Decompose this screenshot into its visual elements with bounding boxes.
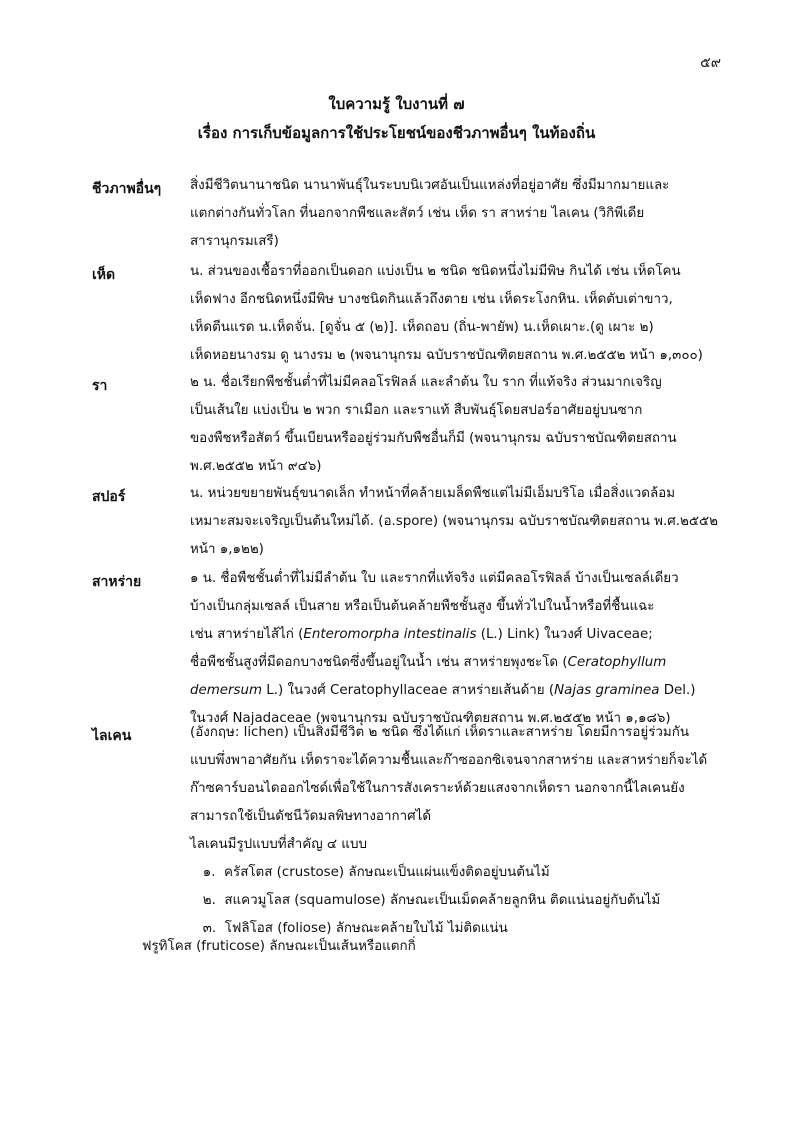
scientific-name: demersum <box>190 683 263 698</box>
definition-line: เหมาะสมจะเจริญเป็นต้นใหม่ได้. (อ.spore) (พจนานุกรม ฉบับราชบัณฑิตยสถาน พ.ศ.๒๕๕๒ <box>190 514 718 529</box>
definition-line: เป็นเส้นใย แบ่งเป็น ๒ พวก ราเมือก และราแท้ สืบพันธุ์โดยสปอร์อาศัยอยู่บนซาก <box>190 403 643 418</box>
entry-term: ไลเคน <box>92 728 132 744</box>
definition-line: ก๊าซคาร์บอนไดออกไซด์เพื่อใช้ในการสังเคราะห์ด้วยแสงจากเห็ดรา นอกจากนี้ไลเคนยัง <box>190 781 685 796</box>
entry-term: สาหร่าย <box>92 574 142 590</box>
definition-line: demersum L.) ในวงศ์ Ceratophyllaceae สาหร่ายเส้นด้าย (Najas graminea Del.) <box>190 683 696 698</box>
page-number: ๕๙ <box>700 55 721 71</box>
definition-line: เห็ดตีนแรด น.เห็ดจั่น. [ดูจั่น ๕ (๒)]. เห็ดถอบ (ถิ่น-พายัพ) น.เห็ดเผาะ.(ดู เผาะ ๒) <box>190 320 654 335</box>
scientific-name: Enteromorpha intestinalis <box>303 627 477 642</box>
page-subtitle: เรื่อง การเก็บข้อมูลการใช้ประโยชน์ของชีวภาพอื่นๆ ในท้องถิ่น <box>197 124 596 142</box>
list-item: ๓. โฟลิโอส (foliose) ลักษณะคล้ายใบไม้ ไม่ติดแน่น <box>190 921 508 936</box>
definition-line: (อังกฤษ: lichen) เป็นสิ่งมีชีวิต ๒ ชนิด ซึ่งได้แก่ เห็ดราและสาหร่าย โดยมีการอยู่ร่วมกัน <box>190 725 690 740</box>
entry-term: ชีวภาพอื่นๆ <box>92 181 162 197</box>
definition-line: แตกต่างกันทั่วโลก ที่นอกจากพืชและสัตว์ เช่น เห็ด รา สาหร่าย ไลเคน (วิกิพีเดีย <box>190 206 645 221</box>
scientific-name: Najas graminea <box>554 683 660 698</box>
list-item: ๒. สแควมูโลส (squamulose) ลักษณะเป็นเม็ดคล้ายลูกหิน ติดแน่นอยู่กับต้นไม้ <box>190 893 661 908</box>
definition-line: เช่น สาหร่ายไส้ไก่ (Enteromorpha intestinalis (L.) Link) ในวงศ์ Uivaceae; <box>190 627 653 642</box>
definition-line: ชื่อพืชชั้นสูงที่มีดอกบางชนิดซึ่งขึ้นอยู่ในน้ำ เช่น สาหร่ายพุงชะโด (Ceratophyllum <box>190 655 667 670</box>
entry-term: เห็ด <box>92 267 116 283</box>
entry-term: รา <box>92 378 108 394</box>
trailing-line: ฟรูทิโคส (fruticose) ลักษณะเป็นเส้นหรือแตกกิ่ <box>142 939 416 954</box>
definition-line: บ้างเป็นกลุ่มเซลล์ เป็นสาย หรือเป็นต้นคล้ายพืชชั้นสูง ขึ้นทั่วไปในน้ำหรือที่ชื้นแฉะ <box>190 599 655 614</box>
scientific-name: Ceratophyllum <box>567 655 667 670</box>
definition-line: สารานุกรมเสรี) <box>190 234 279 249</box>
definition-line: น. หน่วยขยายพันธุ์ขนาดเล็ก ทำหน้าที่คล้ายเมล็ดพืชแต่ไม่มีเอ็มบริโอ เมื่อสิ่งแวดล้อม <box>190 486 676 501</box>
definition-line: สิ่งมีชีวิตนานาชนิด นานาพันธุ์ในระบบนิเวศอันเป็นแหล่งที่อยู่อาศัย ซึ่งมีมากมายและ <box>190 178 670 193</box>
definition-line: เห็ดฟาง อีกชนิดหนึ่งมีพิษ บางชนิดกินแล้วถึงตาย เช่น เห็ดระโงกหิน. เห็ดตับเต่าขาว, <box>190 292 673 307</box>
definition-line: ในวงศ์ Najadaceae (พจนานุกรม ฉบับราชบัณฑิตยสถาน พ.ศ.๒๕๕๒ หน้า ๑,๑๘๖) <box>190 711 671 726</box>
definition-line: แบบพึ่งพาอาศัยกัน เห็ดราจะได้ความชื้นและก๊าซออกซิเจนจากสาหร่าย และสาหร่ายก็จะได้ <box>190 753 708 768</box>
definition-line: พ.ศ.๒๕๕๒ หน้า ๙๔๖) <box>190 459 322 474</box>
definition-line: ไลเคนมีรูปแบบที่สำคัญ ๔ แบบ <box>190 837 367 852</box>
entry-term: สปอร์ <box>92 489 126 505</box>
page-title: ใบความรู้ ใบงานที่ ๗ <box>328 95 465 113</box>
definition-line: ของพืชหรือสัตว์ ขึ้นเบียนหรืออยู่ร่วมกับพืชอื่นก็มี (พจนานุกรม ฉบับราชบัณฑิตยสถาน <box>190 431 677 446</box>
list-item: ๑. ครัสโตส (crustose) ลักษณะเป็นแผ่นแข็งติดอยู่บนต้นไม้ <box>190 865 550 880</box>
definition-line: เห็ดหอยนางรม ดู นางรม ๒ (พจนานุกรม ฉบับราชบัณฑิตยสถาน พ.ศ.๒๕๕๒ หน้า ๑,๓๐๐) <box>190 348 703 363</box>
definition-line: ๑ น. ชื่อพืชชั้นต่ำที่ไม่มีลำต้น ใบ และรากที่แท้จริง แต่มีคลอโรฟิลล์ บ้างเป็นเซลล์เดียว <box>190 571 679 586</box>
definition-line: หน้า ๑,๑๒๒) <box>190 542 264 557</box>
definition-line: สามารถใช้เป็นดัชนีวัดมลพิษทางอากาศได้ <box>190 809 432 824</box>
definition-line: น. ส่วนของเชื้อราที่ออกเป็นดอก แบ่งเป็น ๒ ชนิด ชนิดหนึ่งไม่มีพิษ กินได้ เช่น เห็ดโคน <box>190 264 681 279</box>
definition-line: ๒ น. ชื่อเรียกพืชชั้นต่ำที่ไม่มีคลอโรฟิลล์ และลำต้น ใบ ราก ที่แท้จริง ส่วนมากเจริญ <box>190 375 662 390</box>
